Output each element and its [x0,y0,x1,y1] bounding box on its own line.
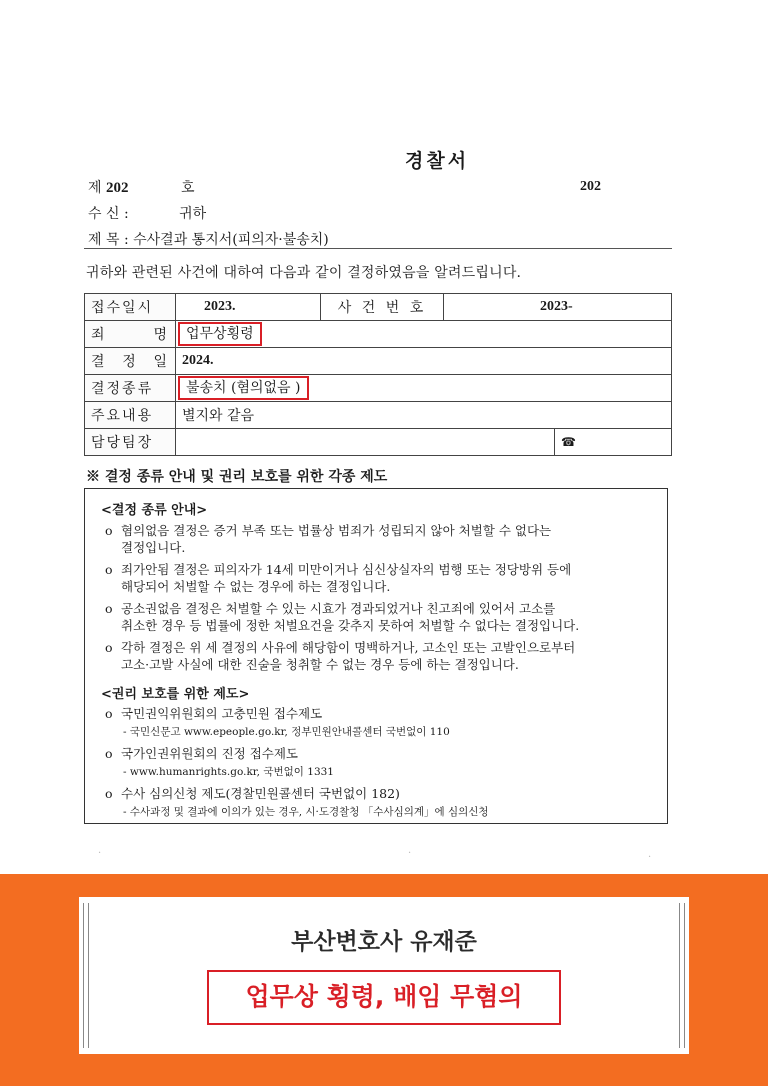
charge-cell [176,321,672,348]
rights-sub: - 국민신문고 www.epeople.go.kr, 정부민원안내콜센터 국번없이 110 [123,726,450,738]
table-row [85,348,672,375]
decision-date-label: 결 정 일 [85,348,176,375]
item-line: 죄가안됨 결정은 피의자가 14세 미만이거나 심신상실자의 범행 또는 정당방위 등에 [121,562,572,577]
rights-main: 수사 심의신청 제도(경찰민원콜센터 국번없이 182) [121,786,400,801]
content-value: 별지와 같음 [176,402,672,429]
bullet-icon: o [105,746,113,761]
intro-text: 귀하와 관련된 사건에 대하여 다음과 같이 결정하였음을 알려드립니다. [86,265,522,281]
item-line: 결정입니다. [121,540,186,555]
case-info-table [84,293,672,456]
bullet-icon: o [105,601,113,616]
bullet-icon: o [105,706,113,721]
case-no-value: 2023- [444,294,672,321]
bullet-icon: o [105,640,113,655]
decision-type-label: 결정종류 [85,375,176,402]
bullet-icon: o [105,523,113,538]
item-line: 각하 결정은 위 세 결정의 사유에 해당함이 명백하거나, 고소인 또는 고발인으로부터 [121,640,576,655]
team-value [176,429,555,456]
document-title: 경찰서 [405,150,470,172]
list-item [107,522,657,556]
item-line: 취소한 경우 등 법률에 정한 처벌요건을 갖추지 못하여 처벌할 수 없다는 결정입니다. [121,618,580,633]
list-item [107,561,657,595]
rights-main: 국가인권위원회의 진정 접수제도 [121,746,298,761]
scan-mark: · [648,852,652,863]
list-item [107,639,657,673]
charge-label: 죄 명 [85,321,176,348]
section-title-rights: <권리 보호를 위한 제도> [101,687,250,702]
decision-date-value: 2024. [176,348,672,375]
rights-main: 국민권익위원회의 고충민원 접수제도 [121,706,323,721]
case-no-label: 사 건 번 호 [321,294,444,321]
phone-cell [555,429,672,456]
charge-value: 업무상횡령 [178,322,262,346]
phone-icon: ☎ [561,435,576,449]
list-item [107,785,657,802]
number-suffix: 호 [180,180,195,196]
lawyer-name: 부산변호사 유재준 [291,929,477,955]
table-row [85,294,672,321]
rights-sub: - www.humanrights.go.kr, 국번없이 1331 [123,766,334,778]
item-line: 고소·고발 사실에 대한 진술을 청취할 수 없는 경우 등에 하는 결정입니다. [121,657,519,672]
receipt-date-value: 2023. [176,294,321,321]
item-line: 혐의없음 결정은 증거 부족 또는 법률상 범죄가 성립되지 않아 처벌할 수 없다는 [121,523,552,538]
item-line: 공소권없음 결정은 처벌할 수 있는 시효가 경과되었거나 친고죄에 있어서 고소를 [121,601,556,616]
table-row [85,402,672,429]
subject-label: 제 목 : [88,232,129,248]
decision-type-cell [176,375,672,402]
number-value: 202 [105,180,129,196]
content-label: 주요내용 [85,402,176,429]
decision-type-value: 불송치 (혐의없음 ) [178,376,309,400]
bullet-icon: o [105,562,113,577]
scan-mark: · [98,848,102,859]
recipient-value: 귀하 [179,206,207,222]
table-row [85,321,672,348]
list-item [107,600,657,634]
item-line: 해당되어 처벌할 수 없는 경우에 하는 결정입니다. [121,579,391,594]
notice-title: ※ 결정 종류 안내 및 권리 보호를 위한 각종 제도 [86,469,388,485]
scan-mark: · [408,848,412,859]
recipient-line [88,203,206,223]
recipient-label: 수 신 : [88,206,129,222]
subject-value: 수사결과 통지서(피의자·불송치) [133,232,329,248]
number-prefix: 제 [88,180,102,196]
receipt-date-label: 접수일시 [85,294,176,321]
promo-card [79,897,689,1054]
list-item [107,745,657,762]
header-divider [84,248,672,249]
rights-sub: - 수사과정 및 결과에 이의가 있는 경우, 시·도경찰청 「수사심의계」에 심의신청 [123,806,489,818]
headline-box: 업무상 횡령, 배임 무혐의 [207,970,561,1025]
section-title-decision-types: <결정 종류 안내> [101,503,208,518]
list-item [107,705,657,722]
team-label: 담당팀장 [85,429,176,456]
document-date: 202 [580,179,601,194]
bullet-icon: o [105,786,113,801]
notice-box [84,488,668,824]
subject-line [88,229,329,249]
table-row [85,375,672,402]
table-row [85,429,672,456]
document-number [88,177,194,197]
